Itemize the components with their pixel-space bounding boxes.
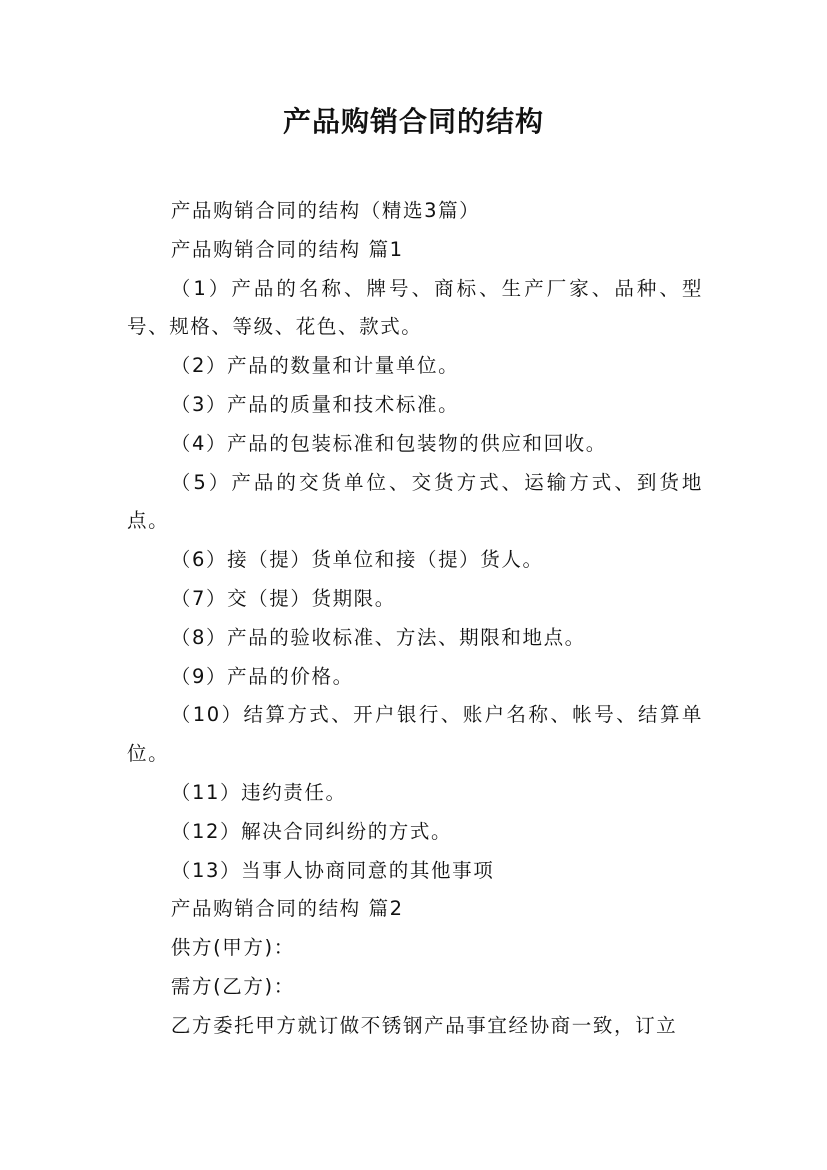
paragraph-heading-part1: 产品购销合同的结构 篇1: [170, 237, 404, 261]
paragraph-item-13: （13）当事人协商同意的其他事项: [170, 858, 495, 882]
paragraph-heading-part2: 产品购销合同的结构 篇2: [170, 897, 404, 921]
paragraph-intro: 产品购销合同的结构（精选3篇）: [170, 199, 481, 222]
paragraph-item-12: （12）解决合同纠纷的方式。: [170, 819, 453, 843]
paragraph-item-8: （8）产品的验收标准、方法、期限和地点。: [170, 625, 586, 649]
paragraph-item-11: （11）违约责任。: [170, 780, 347, 804]
paragraph-item-5: （5）产品的交货单位、交货方式、运输方式、到货地点。: [127, 470, 703, 533]
paragraph-item-6: （6）接（提）货单位和接（提）货人。: [170, 548, 544, 572]
paragraph-item-3: （3）产品的质量和技术标准。: [170, 392, 460, 416]
document-title: 产品购销合同的结构: [282, 105, 544, 138]
paragraph-buyer: 需方(乙方)：: [170, 974, 295, 998]
paragraph-supplier: 供方(甲方)：: [170, 936, 295, 960]
paragraph-item-9: （9）产品的价格。: [170, 664, 354, 688]
paragraph-item-1: （1）产品的名称、牌号、商标、生产厂家、品种、型号、规格、等级、花色、款式。: [127, 276, 703, 339]
document-body: [127, 192, 703, 1046]
paragraph-item-10: （10）结算方式、开户银行、账户名称、帐号、结算单位。: [127, 703, 703, 766]
paragraph-item-2: （2）产品的数量和计量单位。: [170, 354, 460, 378]
paragraph-item-7: （7）交（提）货期限。: [170, 586, 396, 610]
paragraph-item-4: （4）产品的包装标准和包装物的供应和回收。: [170, 431, 607, 455]
paragraph-contract-body: 乙方委托甲方就订做不锈钢产品事宜经协商一致，订立: [170, 1013, 678, 1037]
